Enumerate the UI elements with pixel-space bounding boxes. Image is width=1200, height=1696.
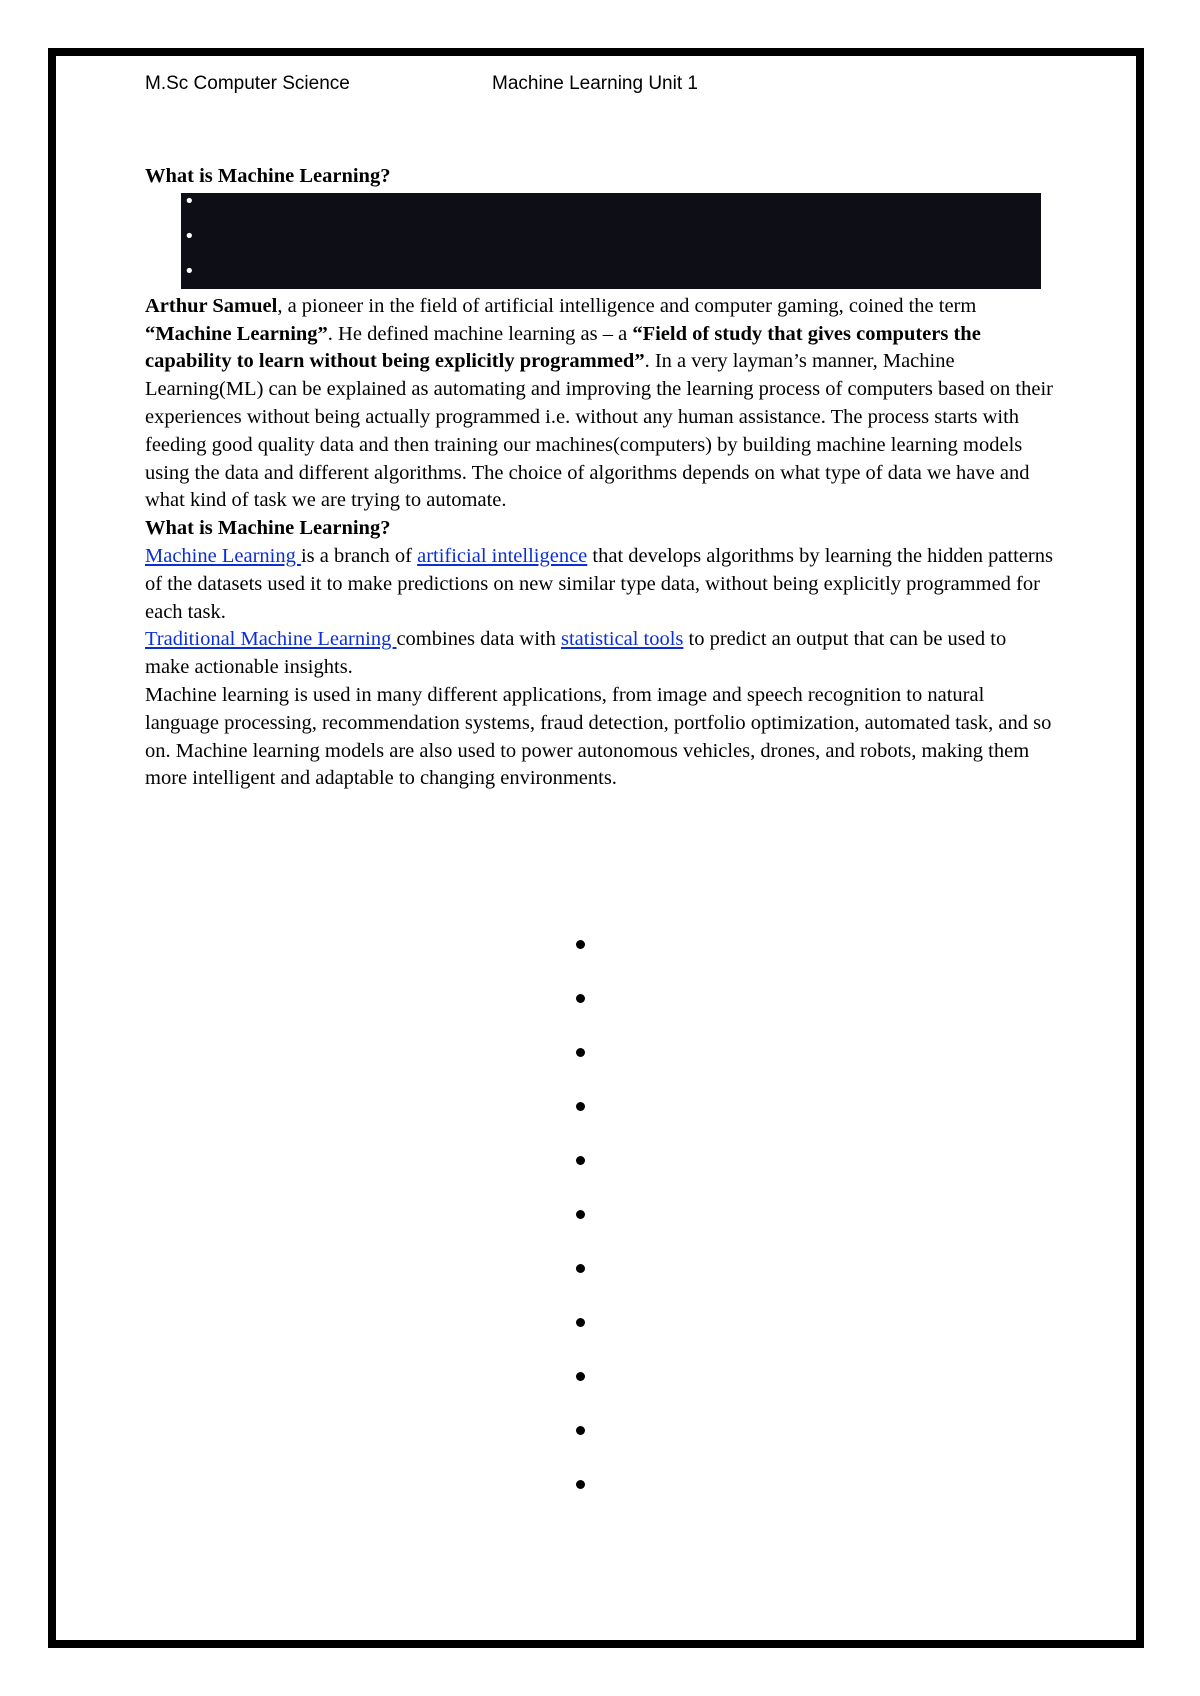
empty-bullet-item (576, 1372, 585, 1381)
statistical-tools-link[interactable]: statistical tools (560, 628, 684, 651)
artificial-intelligence-link[interactable]: artificial intelligence (417, 544, 588, 567)
applications-paragraph: Machine learning is used in many different applications, from image and speech recognition to natural language processing, recommendation systems, fraud detection, portfolio optimization, automated task, and so on. Machine learning models are also used to power autonomous vehicles, drones, and robots, making them more intelligent and adaptable to changing environments. (145, 683, 1052, 790)
traditional-ml-paragraph (145, 626, 1055, 682)
arthur-samuel-paragraph (145, 293, 1055, 515)
section-heading: What is Machine Learning? (145, 165, 391, 187)
bold-name: Arthur Samuel (145, 294, 278, 317)
empty-bullet-item (576, 940, 585, 949)
header-unit: Machine Learning Unit 1 (492, 73, 698, 94)
document-body (145, 163, 1055, 793)
bold-definition: “Field of study that gives computers the capability to learn without being explicitly programmed” (145, 322, 981, 373)
traditional-ml-link[interactable]: Traditional Machine Learning (145, 628, 397, 651)
paragraph-text: . He defined machine learning as – a (327, 322, 633, 345)
empty-bullet-item (576, 994, 585, 1003)
header-course: M.Sc Computer Science (145, 73, 350, 94)
paragraph-text: that develops algorithms by learning the hidden patterns of the datasets used it to make predictions on new similar type data, without being explicitly programmed for each task. (145, 544, 1053, 623)
paragraph-text: . In a very layman’s manner, Machine Learning(ML) can be explained as automating and improving the learning process of computers based on their experiences without being actually programmed i.e. without any human assistance. The process starts with feeding good quality data and then training our machines(computers) by building machine learning models using the data and different algorithms. The choice of algorithms depends on what type of data we have and what kind of task we are trying to automate. (145, 350, 1053, 512)
empty-bullet-item (576, 1480, 585, 1489)
paragraph-text: is a branch of (300, 544, 418, 567)
empty-bullet-item (576, 1048, 585, 1057)
empty-bullet-item (576, 1156, 585, 1165)
empty-bullet-item (576, 1210, 585, 1219)
redacted-bullet-block (181, 190, 1041, 289)
empty-bullet-item (576, 1426, 585, 1435)
machine-learning-link[interactable]: Machine Learning (145, 544, 301, 567)
empty-bullet-item (576, 1102, 585, 1111)
paragraph-text: , a pioneer in the field of artificial intelligence and computer gaming, coined the term (277, 294, 977, 317)
definition-paragraph (145, 543, 1055, 626)
bullet-marker: • (184, 225, 195, 247)
bold-term: “Machine Learning” (145, 322, 328, 345)
empty-bullet-item (576, 1264, 585, 1273)
section-heading: What is Machine Learning? (145, 517, 391, 540)
bullet-marker: • (184, 190, 195, 212)
bullet-marker: • (184, 260, 195, 282)
paragraph-text: combines data with (396, 628, 561, 651)
paragraph-text: to predict an output that can be used to make actionable insights. (145, 628, 1007, 679)
empty-bullet-item (576, 1318, 585, 1327)
